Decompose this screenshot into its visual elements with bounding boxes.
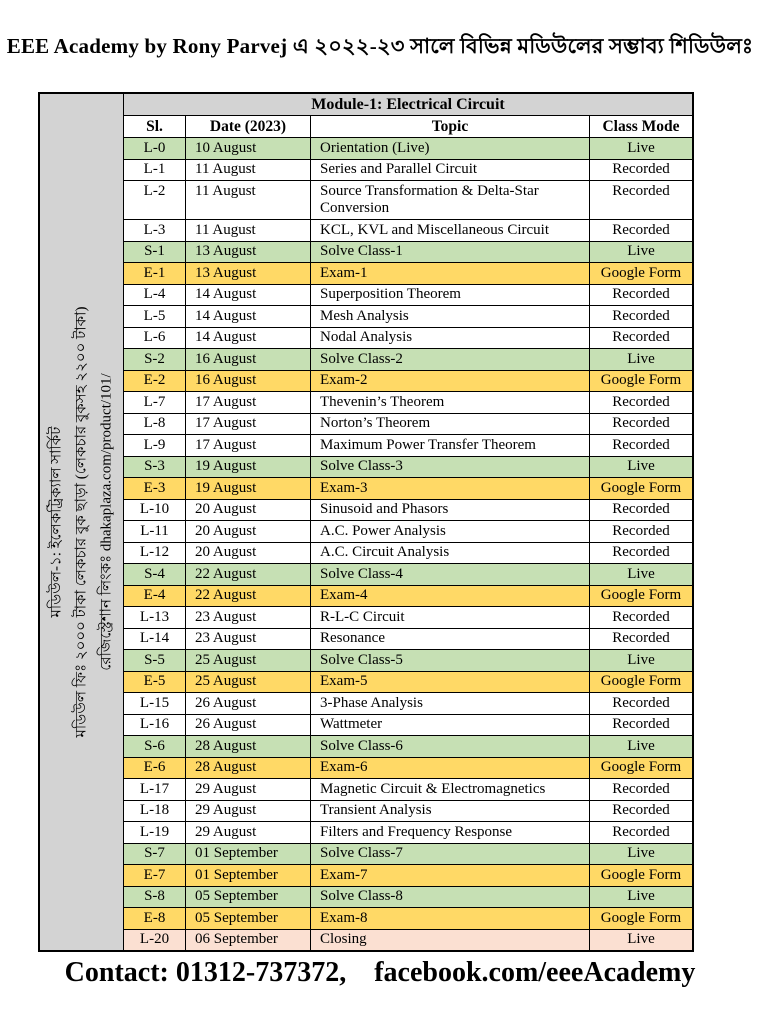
cell-date: 11 August [186, 181, 311, 219]
table-row [124, 242, 692, 264]
cell-date: 17 August [186, 414, 311, 435]
table-row [124, 865, 692, 887]
cell-sl: L-10 [124, 500, 186, 521]
table-row [124, 822, 692, 844]
cell-sl: S-4 [124, 564, 186, 585]
cell-topic: Sinusoid and Phasors [311, 500, 590, 521]
cell-sl: E-3 [124, 478, 186, 499]
module-fee-label: মডিউল ফিঃ ২০০০ টাকা লেকচার বুক ছাড়া (লেকচার বুকসহ ২২০০ টাকা) [73, 306, 89, 738]
page-title: EEE Academy by Rony Parvej এ ২০২২-২৩ সালে বিভিন্ন মডিউলের সম্ভাব্য শিডিউলঃ [6, 34, 754, 58]
table-rows [124, 138, 692, 950]
cell-date: 25 August [186, 672, 311, 693]
table-row [124, 650, 692, 672]
cell-date: 17 August [186, 435, 311, 456]
table-row [124, 500, 692, 522]
cell-date: 06 September [186, 930, 311, 951]
cell-mode: Live [627, 737, 655, 754]
cell-topic: Exam-2 [311, 371, 590, 392]
cell-topic: Exam-7 [311, 865, 590, 886]
cell-sl: L-5 [124, 306, 186, 327]
cell-date: 22 August [186, 564, 311, 585]
table-row [124, 564, 692, 586]
cell-topic: Solve Class-6 [311, 736, 590, 757]
cell-mode: Google Form [600, 866, 682, 883]
table-row [124, 435, 692, 457]
table-row [124, 801, 692, 823]
cell-date: 26 August [186, 693, 311, 714]
cell-sl: S-8 [124, 887, 186, 908]
table-row [124, 672, 692, 694]
table-row [124, 306, 692, 328]
cell-date: 11 August [186, 220, 311, 241]
module-header: Module-1: Electrical Circuit [124, 94, 692, 116]
table-row [124, 457, 692, 479]
cell-mode: Google Form [600, 909, 682, 926]
cell-sl: L-7 [124, 392, 186, 413]
cell-mode: Recorded [612, 221, 670, 238]
cell-sl: L-8 [124, 414, 186, 435]
table-row [124, 371, 692, 393]
cell-topic: Series and Parallel Circuit [311, 160, 590, 181]
cell-date: 22 August [186, 586, 311, 607]
cell-sl: L-16 [124, 715, 186, 736]
cell-sl: L-17 [124, 779, 186, 800]
cell-mode: Google Form [600, 479, 682, 496]
cell-sl: L-14 [124, 629, 186, 650]
cell-topic: Solve Class-8 [311, 887, 590, 908]
cell-topic: Norton’s Theorem [311, 414, 590, 435]
schedule-table [38, 92, 694, 952]
column-header-date: Date (2023) [186, 116, 311, 137]
cell-topic: Solve Class-5 [311, 650, 590, 671]
contact-phone: Contact: 01312-737372, [64, 957, 347, 988]
cell-date: 19 August [186, 478, 311, 499]
cell-mode: Google Form [600, 264, 682, 281]
table-row [124, 138, 692, 160]
cell-mode: Live [627, 350, 655, 367]
cell-sl: L-19 [124, 822, 186, 843]
table-row [124, 779, 692, 801]
cell-topic: Mesh Analysis [311, 306, 590, 327]
cell-topic: Superposition Theorem [311, 285, 590, 306]
cell-sl: L-11 [124, 521, 186, 542]
cell-mode: Recorded [612, 286, 670, 302]
table-row [124, 543, 692, 565]
cell-sl: L-4 [124, 285, 186, 306]
table-row [124, 328, 692, 350]
cell-mode: Recorded [612, 823, 670, 840]
cell-mode: Recorded [612, 780, 670, 797]
cell-topic: Exam-3 [311, 478, 590, 499]
column-header-mode: Class Mode [602, 118, 680, 135]
cell-topic: Wattmeter [311, 715, 590, 736]
column-header-row [124, 116, 692, 138]
column-header-topic: Topic [311, 116, 590, 137]
cell-mode: Recorded [612, 608, 670, 625]
cell-topic: Resonance [311, 629, 590, 650]
cell-sl: L-9 [124, 435, 186, 456]
cell-topic: KCL, KVL and Miscellaneous Circuit [311, 220, 590, 241]
cell-date: 29 August [186, 822, 311, 843]
cell-topic: Solve Class-2 [311, 349, 590, 370]
cell-date: 20 August [186, 521, 311, 542]
table-row [124, 521, 692, 543]
module-name-label: মডিউল-১: ইলেকট্রিক্যাল সার্কিট [48, 426, 64, 618]
cell-mode: Recorded [612, 522, 670, 539]
module-info-sidebar [40, 94, 124, 950]
cell-sl: E-6 [124, 758, 186, 779]
cell-topic: A.C. Circuit Analysis [311, 543, 590, 564]
cell-date: 20 August [186, 543, 311, 564]
cell-mode: Live [627, 565, 655, 582]
table-row [124, 414, 692, 436]
cell-sl: L-20 [124, 930, 186, 951]
cell-mode: Recorded [612, 393, 670, 410]
table-row [124, 160, 692, 182]
cell-sl: E-2 [124, 371, 186, 392]
cell-date: 05 September [186, 908, 311, 929]
cell-sl: S-1 [124, 242, 186, 263]
cell-date: 13 August [186, 242, 311, 263]
cell-mode: Google Form [600, 372, 682, 388]
table-row [124, 908, 692, 930]
cell-topic: Thevenin’s Theorem [311, 392, 590, 413]
table-row [124, 181, 692, 220]
cell-topic: Exam-6 [311, 758, 590, 779]
cell-mode: Recorded [612, 329, 670, 345]
contact-facebook: facebook.com/eeeAcademy [374, 957, 696, 988]
cell-sl: L-6 [124, 328, 186, 349]
cell-date: 26 August [186, 715, 311, 736]
cell-mode: Live [627, 931, 655, 947]
cell-mode: Recorded [612, 501, 670, 517]
cell-date: 28 August [186, 736, 311, 757]
cell-mode: Google Form [600, 673, 682, 689]
table-row [124, 930, 692, 951]
cell-date: 05 September [186, 887, 311, 908]
cell-mode: Live [627, 888, 655, 904]
cell-mode: Live [627, 139, 655, 156]
cell-sl: E-8 [124, 908, 186, 929]
cell-mode: Recorded [612, 802, 670, 818]
cell-date: 14 August [186, 285, 311, 306]
cell-mode: Recorded [612, 716, 670, 732]
table-row [124, 607, 692, 629]
cell-sl: E-5 [124, 672, 186, 693]
cell-mode: Recorded [612, 161, 670, 177]
cell-topic: Closing [311, 930, 590, 951]
cell-sl: L-12 [124, 543, 186, 564]
cell-topic: Solve Class-7 [311, 844, 590, 865]
cell-date: 23 August [186, 629, 311, 650]
cell-topic: Solve Class-4 [311, 564, 590, 585]
cell-topic: 3-Phase Analysis [311, 693, 590, 714]
cell-topic: Source Transformation & Delta-Star Conversion [311, 181, 590, 219]
table-row [124, 758, 692, 780]
cell-topic: Transient Analysis [311, 801, 590, 822]
cell-sl: S-5 [124, 650, 186, 671]
cell-topic: Filters and Frequency Response [311, 822, 590, 843]
cell-topic: Solve Class-3 [311, 457, 590, 478]
cell-sl: L-3 [124, 220, 186, 241]
cell-mode: Recorded [612, 436, 670, 453]
cell-sl: L-1 [124, 160, 186, 181]
cell-date: 23 August [186, 607, 311, 628]
cell-sl: S-6 [124, 736, 186, 757]
table-row [124, 349, 692, 371]
table-row [124, 263, 692, 285]
cell-sl: E-1 [124, 263, 186, 284]
cell-date: 14 August [186, 328, 311, 349]
table-row [124, 285, 692, 307]
cell-sl: S-3 [124, 457, 186, 478]
cell-sl: S-7 [124, 844, 186, 865]
cell-mode: Live [627, 651, 655, 668]
cell-date: 28 August [186, 758, 311, 779]
cell-date: 16 August [186, 349, 311, 370]
table-row [124, 586, 692, 608]
cell-mode: Live [627, 243, 655, 259]
cell-date: 01 September [186, 844, 311, 865]
module-info-rotated-text [44, 122, 119, 922]
cell-topic: Exam-8 [311, 908, 590, 929]
cell-date: 14 August [186, 306, 311, 327]
table-row [124, 844, 692, 866]
table-row [124, 629, 692, 651]
table-row [124, 220, 692, 242]
cell-sl: L-0 [124, 138, 186, 159]
cell-topic: Magnetic Circuit & Electromagnetics [311, 779, 590, 800]
cell-topic: Nodal Analysis [311, 328, 590, 349]
cell-date: 29 August [186, 801, 311, 822]
cell-sl: E-4 [124, 586, 186, 607]
cell-sl: L-13 [124, 607, 186, 628]
cell-date: 20 August [186, 500, 311, 521]
cell-topic: Orientation (Live) [311, 138, 590, 159]
contact-footer [0, 957, 760, 989]
cell-sl: E-7 [124, 865, 186, 886]
table-row [124, 736, 692, 758]
cell-mode: Recorded [612, 694, 670, 711]
cell-mode: Google Form [600, 759, 682, 775]
table-row [124, 478, 692, 500]
cell-mode: Google Form [600, 587, 682, 603]
table-row [124, 693, 692, 715]
cell-topic: A.C. Power Analysis [311, 521, 590, 542]
cell-sl: S-2 [124, 349, 186, 370]
table-row [124, 392, 692, 414]
cell-date: 16 August [186, 371, 311, 392]
cell-date: 13 August [186, 263, 311, 284]
cell-sl: L-2 [124, 181, 186, 219]
cell-mode: Recorded [612, 544, 670, 560]
table-row [124, 887, 692, 909]
cell-sl: L-18 [124, 801, 186, 822]
cell-topic: Exam-4 [311, 586, 590, 607]
table-row [124, 715, 692, 737]
cell-date: 19 August [186, 457, 311, 478]
column-header-sl: Sl. [124, 116, 186, 137]
cell-date: 01 September [186, 865, 311, 886]
cell-mode: Recorded [612, 307, 670, 324]
cell-topic: Exam-5 [311, 672, 590, 693]
cell-topic: Solve Class-1 [311, 242, 590, 263]
cell-date: 29 August [186, 779, 311, 800]
cell-mode: Live [627, 845, 655, 861]
cell-date: 17 August [186, 392, 311, 413]
cell-sl: L-15 [124, 693, 186, 714]
cell-mode: Recorded [612, 182, 670, 199]
cell-date: 11 August [186, 160, 311, 181]
table-main [124, 94, 692, 950]
cell-mode: Live [627, 458, 655, 474]
cell-date: 10 August [186, 138, 311, 159]
cell-topic: Exam-1 [311, 263, 590, 284]
cell-date: 25 August [186, 650, 311, 671]
registration-link-label: রেজিস্ট্রেশান লিংকঃ dhakaplaza.com/product/101/ [98, 373, 114, 671]
cell-mode: Recorded [612, 415, 670, 431]
cell-topic: R-L-C Circuit [311, 607, 590, 628]
cell-mode: Recorded [612, 630, 670, 646]
cell-topic: Maximum Power Transfer Theorem [311, 435, 590, 456]
